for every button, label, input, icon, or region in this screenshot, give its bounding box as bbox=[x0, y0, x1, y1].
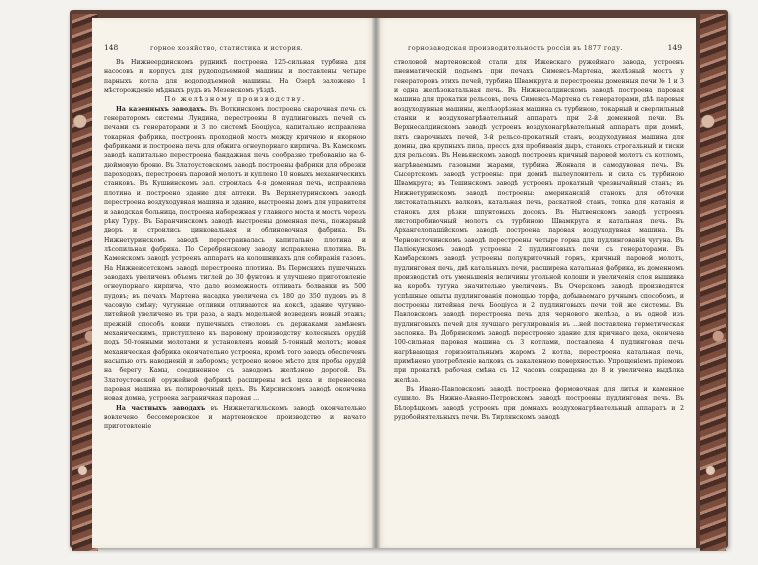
right-running-head: горнозаводская производительность россіи въ 1877 году. bbox=[408, 44, 623, 52]
left-page-number: 148 bbox=[104, 43, 119, 52]
intro-paragraph: Въ Нижнеердинскомъ рудникѣ построена 125-сильная турбина для насосовъ и корпусъ для рудоподъемной машины и поставлены четыре парныхъ котла для водоподъемной машины. На Озерѣ заложено 1 мѣсторожденіе мѣдныхъ рудъ въ Мезенскомъ уѣздѣ. bbox=[104, 59, 366, 95]
section-heading: По желѣзному производству. bbox=[164, 95, 306, 104]
paragraph-lead: На казенныхъ заводахъ. bbox=[116, 105, 207, 113]
book-spine-gutter bbox=[372, 18, 380, 548]
paragraph-text: въ Нижнетагильскомъ заводѣ окончательно вовлечено бессемеровское и мартеновское производство и начато приготовленіе bbox=[104, 404, 366, 431]
left-running-head: горное хозяйство, статистика и история. bbox=[150, 44, 303, 52]
paragraph-final: Въ Ивано-Павловскомъ заводѣ построена формовочная для литья и каменное сушило. Въ Нижне-Аваяно-Петровскомъ заводѣ построены пудлинговая печь. Въ Бѣлорѣцкомъ заводѣ устроенъ при домнахъ воздухонагрѣвательный аппаратъ и 2 рудобойнятельныхъ печи. Въ Тирлянскомъ заводѣ bbox=[394, 386, 684, 422]
left-body bbox=[104, 58, 366, 540]
paragraph-continued: стволовой мартеновской стали для Ижевскаго ружейнаго завода, устроенъ пневматическій подъемъ при печахъ Сименсъ-Мартена, желѣзный мостъ у генераторовъ этихъ печей, турбина Швамкруга и перестроены доменныя печи № 1 и 3 и одна желѣзокатальная печь. Въ Нижнесалдинскомъ заводѣ построена паровая машина для прокатки рельсовъ, печь Сименсъ-Мартена съ генераторами, дѣѣ паровыя воздуходувныя машины, желѣзорѣзная машина съ турбиною, токарный и сверлильный станки и воздухонагрѣвательный аппаратъ при 2-й доменной печи. Въ Верхнесалдинскомъ заводѣ устроенъ воздухонагрѣвательный аппаратъ при домнѣ, пять сварочныхъ печей, 3-й рельсо-прокатный станъ, воздуходувная машина для домны, два крупныхъ пила, прессъ для пробиванія дыръ, станокъ строгальный и тиски для рельсовъ. Въ Невьянскомъ заводѣ построенъ кричный паровой молотъ съ котломъ, нагрѣваемымъ газовыми жарами, турбина Жонваля и самодувовая печь. Въ Сысертскомъ заводѣ устроены: при домнѣ пылеуловитель и сила съ турбиною Швамкруга; въ Тешинскомъ заводѣ устроенъ прокатный чрезвычайный станъ; въ Нижнетуринскомъ заводѣ построены: американскій станокъ для обточки листокатальныхъ валковъ, катальная печь, раскатной станъ, топка для катанія и станокъ для рѣзки шпунтовыхъ досокъ. Въ Нытвенскомъ заводѣ устроенъ листопробивочный молотъ съ турбиною Швамкруга и катальная печь. Въ Архангелопашійскомъ заводѣ построена паровая воздуходувная машина. Въ Черноисточинскомъ заводѣ перестроены четыре горна для пудлингованія чугуна. Въ Паліокунскомъ заводѣ устроены 2 пудлинговыхъ печи съ генераторами. Въ Камбарскомъ заводѣ устроены полукриточный горнъ, кричный паровой молотъ, пудлинговая печь, двѣ катальныхъ печи, расширена катальная фабрика, въ доменномъ производствѣ отъ уменьшенія величины угольной колоши и увеличенія слоя вышивка на коробъ тугуна значительно увеличенъ. Въ Очерскомъ заводѣ производятся успѣшные опыты пудлингованія помощью торфа, добываемаго ручнымъ способомъ, и построены литейная печь Бооціуса и 2 пудлинговыхъ печи той же системы. Въ Павловскомъ заводѣ перестроена печь для чернового желѣза, а въ одной изъ пудлинговыхъ печей для лучшаго регулированія въ ...ней поставлена герметическая заслонка. Въ Добрянскомъ заводѣ перестроено здание для кричнаго цеха, окончена 100-сильная паровая машина съ 3 котлами, поставлена 4 пудлинговая печь нагрѣвающая горизонтальнымъ жаромъ 2 котла, перестроена катальная печь, примѣнено употребленіе валковъ съ закаленною поверхностью. Упрощеніемъ пріемовъ при прокаткѣ рабочая смѣна съ 12 часовъ сокращена до 8 и увеличена выдѣлка желѣза. bbox=[394, 59, 684, 384]
right-page bbox=[376, 18, 696, 548]
paragraph-text: Въ Воткинскомъ построена сварочная печь съ генераторомъ системы Лундина, перестроены 8 пудлинговыхъ печей съ печами съ генераторами и 3 по системѣ Бооціуса, капитально исправлена токарная фабрика, построенъ проходной мостъ между кричною и якорною фабриками и построена печь для обжига огнеупорнаго кирпича. Въ Камскомъ заводѣ капитально перестроена бандажная печь сообразно требованію на 6-дюймовую броню. Въ Златоустовскомъ заводѣ построены фабрики для обрезки пароходовъ, перестроенъ паровой молотъ и куплено 10 новыхъ механическихъ станковъ. Въ Кушвинскомъ зал. строилась 4-я доменная печь, исправлена плотина и построено здание для аптеки. Въ Верхнетуринскомъ заводѣ перестроена воздуходувная машина и здание, выстроены домъ для управителя и заводская больница, построена набережная у главного моста и мостъ черезъ рѣку Туру. Въ Баранчинскомъ заводѣ выстроены доменная печь, пожарный дворъ и строились цинковальная и облиновочная фабрика. Въ Нижнетуринскомъ заводѣ перестраивалась капитально плотина и лѣсопильная фабрика. По Серебрянскому заводу исправлена плотина. Въ Каменскомъ заводѣ устроенъ аппаратъ на колошникахъ для собиранія газовъ. На Нижнеисетскомъ заводѣ перестроена плотина. Въ Пермскихъ пушечныхъ заводахъ увеличенъ объемъ тиглей до 30 фунтовъ и улучшено приготовленіе огнеупорнаго кирпича, что дало возможность отливать болванки въ 500 пудовъ; въ печахъ Мартена насадка увеличена съ 180 до 350 пудовъ въ 8 часовую смѣну; чугунные отливки отливаются на коксѣ, здание чугунно-литейной увеличено въ три раза, а надъ модельной возведенъ новый этажъ; прежній способъ ковки пушечныхъ стволовъ съ держаками замѣненъ механическимъ, приступлено къ паровому производству колесныхъ орудій подъ 50-тонными молотами и установленъ новый 5-тонный молотъ; новая механическая фабрика окончательно устроена, кромѣ того заводъ обеспеченъ насыпью отъ наводненій и заборомъ; устроено новое мѣсто для пробы орудій на берегу Камы, соединенное съ заводомъ желѣзною дорогой. Въ Златоустовской оружейной фабрикѣ расширены всѣ цеха и перенесена паровая машина въ полировочный цехъ. Въ Кирсинскомъ заводѣ окончена новая домна, устроена заграничная паровая ... bbox=[104, 105, 366, 403]
paragraph-private-works bbox=[104, 404, 366, 432]
right-page-number: 149 bbox=[667, 43, 682, 52]
paragraph-state-works bbox=[104, 105, 366, 404]
left-page bbox=[92, 18, 376, 548]
paragraph-lead: На частныхъ заводахъ bbox=[116, 404, 206, 412]
right-body bbox=[394, 58, 684, 540]
marbled-edge-right bbox=[700, 14, 726, 551]
